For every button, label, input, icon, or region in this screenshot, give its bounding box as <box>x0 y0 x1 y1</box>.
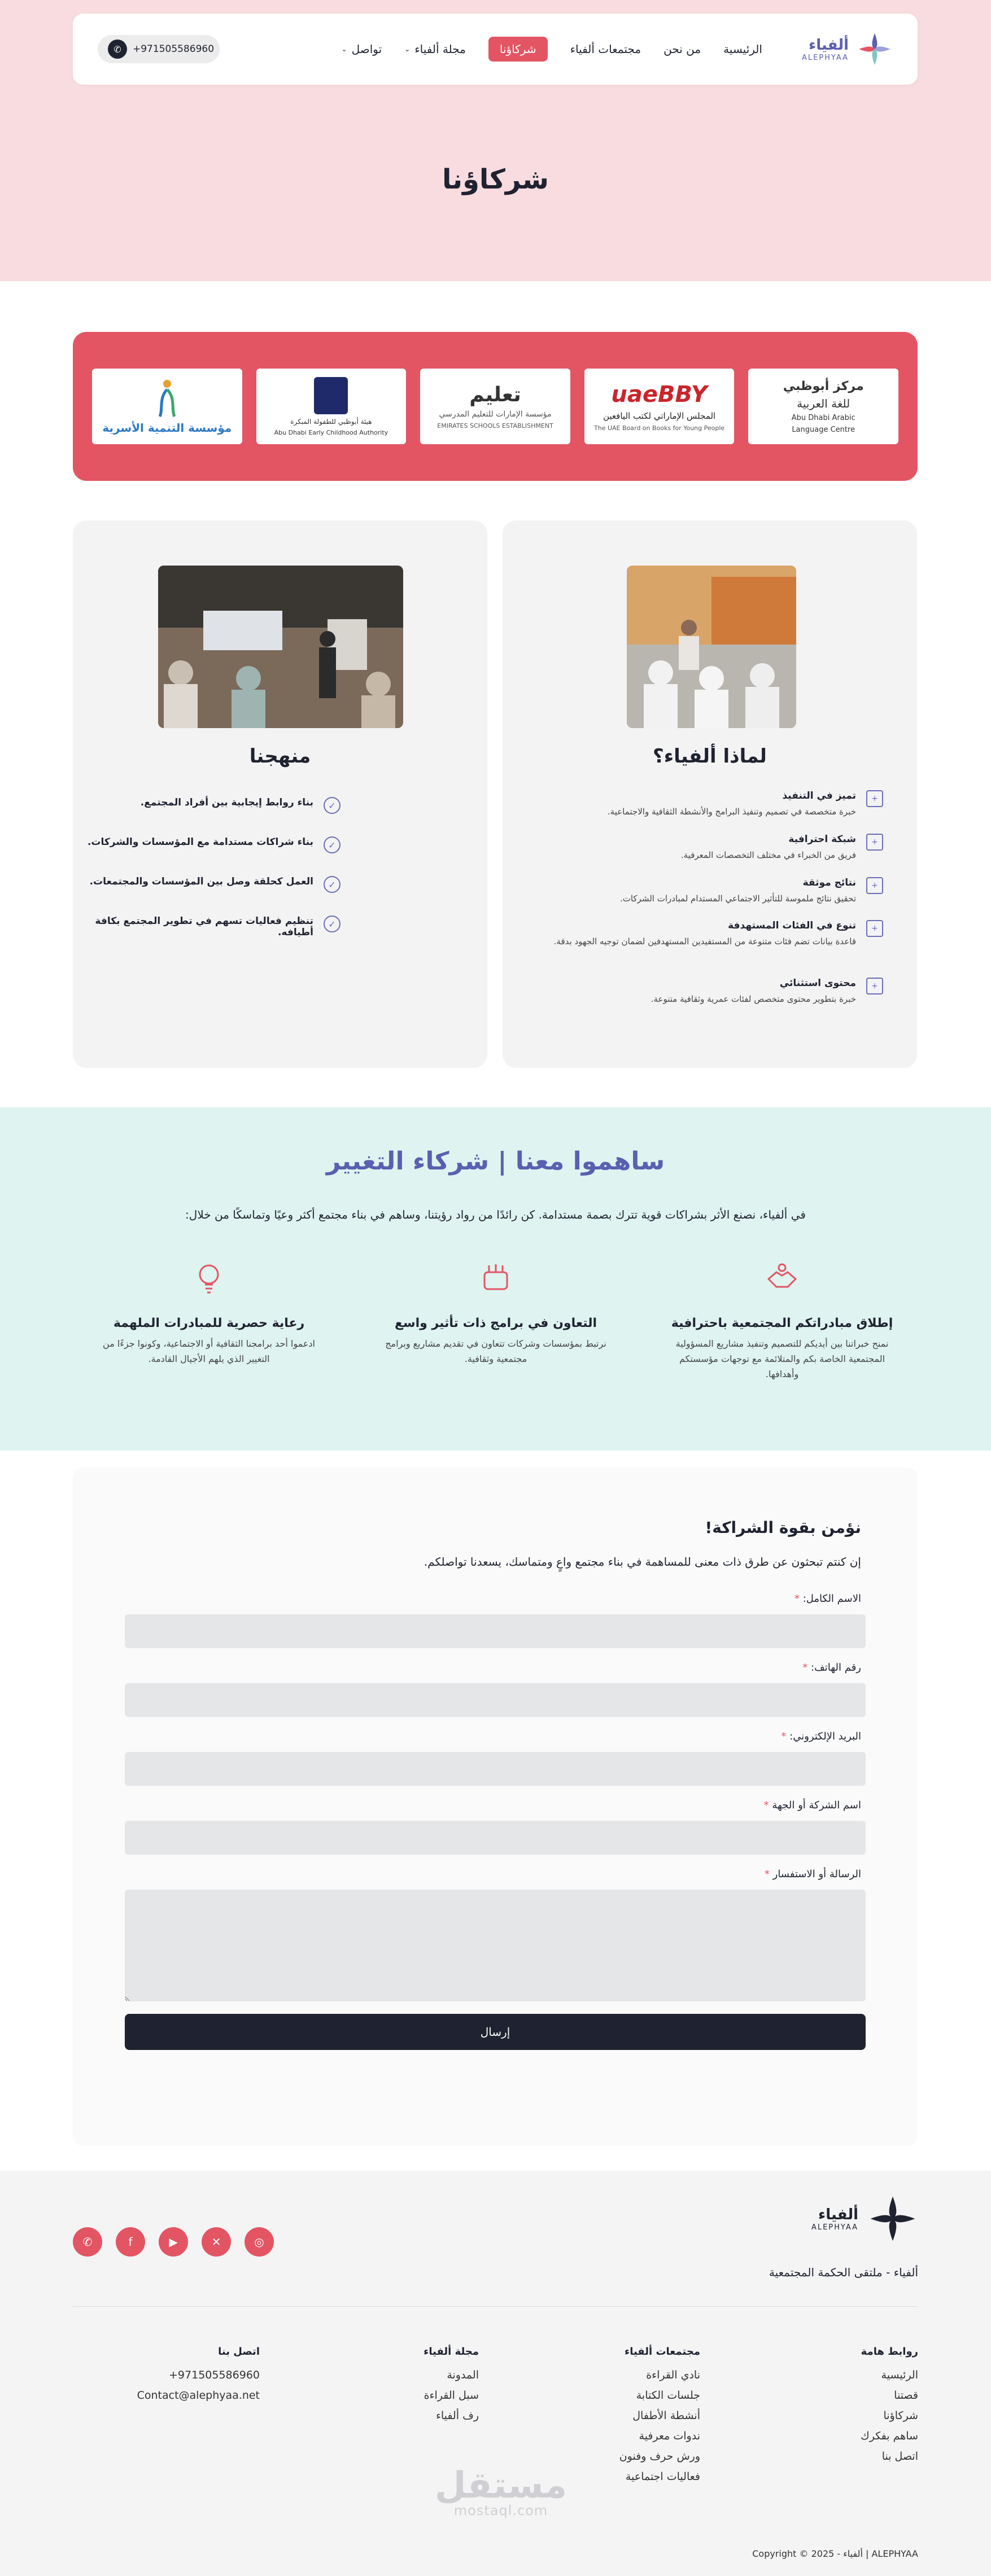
footer-phone-link[interactable]: +971505586960 <box>169 2369 260 2381</box>
check-circle-icon: ✓ <box>324 836 340 853</box>
phone-input[interactable] <box>125 1683 866 1717</box>
required-mark: * <box>802 1662 808 1673</box>
partner-text: هيئة أبوظبي للطفولة المبكرة <box>290 417 372 426</box>
partner-text: المجلس الإماراتي لكتب اليافعين <box>603 410 716 421</box>
watermark-arabic: مستقل <box>435 2465 567 2507</box>
field-label-email <box>781 1731 861 1742</box>
footer-column-title: مجتمعات ألفياء <box>625 2346 700 2358</box>
footer <box>0 2171 991 2576</box>
bookmark-plus-icon: + <box>866 920 883 937</box>
handshake-icon <box>669 1260 895 1305</box>
why-item-title: شبكة احترافية <box>788 834 856 845</box>
field-label-company <box>764 1799 861 1811</box>
nav-label: مجلة ألفياء <box>414 42 466 56</box>
footer-column-links <box>861 2346 918 2463</box>
contribute-feature-title: إطلاق مبادراتكم المجتمعية باحترافية <box>671 1316 893 1330</box>
approach-item <box>90 876 340 893</box>
watermark <box>435 2465 567 2518</box>
bookmark-plus-icon: + <box>866 978 883 995</box>
footer-logo[interactable] <box>811 2193 918 2244</box>
nav-item-partners[interactable] <box>488 37 548 62</box>
social-links <box>73 2227 274 2257</box>
company-input[interactable] <box>125 1821 866 1855</box>
why-item-desc: خبرة متخصصة في تصميم وتنفيذ البرامج والأنشطة الثقافية والاجتماعية. <box>607 807 856 817</box>
contribute-feature-title: رعاية حصرية للمبادرات الملهمة <box>113 1316 305 1330</box>
contribute-feature-desc: نرتبط بمؤسسات وشركات تتعاون في تقديم مشاريع وبرامج مجتمعية وثقافية. <box>385 1338 606 1365</box>
partner-text: Abu Dhabi Arabic <box>791 413 855 422</box>
workshop-photo <box>158 566 403 728</box>
partner-text: مؤسسة التنمية الأسرية <box>102 421 232 435</box>
footer-column-communities <box>619 2346 700 2483</box>
bookmark-plus-icon: + <box>866 877 883 894</box>
partner-text: مركز أبوظبي <box>783 379 864 393</box>
check-circle-icon: ✓ <box>324 876 340 893</box>
why-item-title: محتوى استثنائي <box>779 978 856 989</box>
why-item-title: تنوع في الفئات المستهدفة <box>728 920 856 931</box>
footer-link[interactable]: ندوات معرفية <box>639 2430 700 2442</box>
why-item-desc: تحقيق نتائج ملموسة للتأثير الاجتماعي المستدام لمبادرات الشركات. <box>619 893 856 904</box>
approach-item-text: بناء شراكات مستدامة مع المؤسسات والشركات. <box>87 836 313 848</box>
partner-text: uaeBBY <box>611 381 708 408</box>
chevron-down-icon: ⌄ <box>404 45 411 53</box>
bookmark-plus-icon: + <box>866 834 883 851</box>
nav-label: من نحن <box>663 42 701 56</box>
why-item-desc: خبرة بتطوير محتوى متخصص لفئات عمرية وثقافية متنوعة. <box>651 994 856 1004</box>
why-item <box>544 877 883 905</box>
nav-label: مجتمعات ألفياء <box>570 42 641 56</box>
navbar <box>73 14 918 85</box>
label-text: الاسم الكامل: <box>802 1593 861 1605</box>
nav-label: شركاؤنا <box>499 42 536 56</box>
required-mark: * <box>764 1868 770 1880</box>
why-card <box>503 520 917 1068</box>
footer-tagline: ألفياء - ملتقى الحكمة المجتمعية <box>769 2266 918 2279</box>
logo-english: ALEPHYAA <box>801 53 849 62</box>
why-item <box>544 920 883 948</box>
contribute-intro: في ألفياء، نصنع الأثر بشراكات قوية تترك بصمة مستدامة. كن رائدًا من رواد رؤيتنا، وساهم في بناء مجتمع أكثر وعيًا وتماسكًا من خلال: <box>185 1208 806 1221</box>
contribute-feature-desc: ادعموا أحد برامجنا الثقافية أو الاجتماعية، وكونوا جزءًا من التغيير الذي يلهم الأجيال القادمة. <box>103 1338 315 1365</box>
copyright: ALEPHYAA | ألفياء - Copyright © 2025 <box>752 2548 918 2559</box>
approach-item <box>73 915 340 938</box>
contribute-section <box>0 1107 991 1451</box>
message-textarea[interactable] <box>125 1890 866 2001</box>
nav-label: الرئيسية <box>723 42 762 56</box>
why-item <box>544 790 883 818</box>
label-text: الرسالة أو الاستفسار <box>772 1868 861 1880</box>
family-figure-icon <box>153 378 181 418</box>
footer-link[interactable]: ورش حرف وفنون <box>619 2450 700 2463</box>
contribute-title: ساهموا معنا | شركاء التغيير <box>326 1147 665 1176</box>
contribute-feature <box>383 1260 609 1366</box>
logo-english: ALEPHYAA <box>811 2223 858 2232</box>
logo-icon <box>857 31 893 67</box>
check-circle-icon: ✓ <box>324 915 340 932</box>
footer-link[interactable]: قصتنا <box>894 2389 918 2402</box>
lightbulb-icon <box>96 1260 322 1305</box>
check-circle-icon: ✓ <box>324 797 340 814</box>
footer-link[interactable]: شركاؤنا <box>883 2409 918 2422</box>
nav-label: تواصل <box>351 42 382 56</box>
footer-link[interactable]: فعاليات اجتماعية <box>625 2470 700 2483</box>
logo-icon <box>867 2193 918 2244</box>
instagram-icon[interactable]: ◎ <box>245 2227 274 2257</box>
event-photo <box>627 566 796 728</box>
nav-item-about[interactable] <box>663 42 701 56</box>
approach-card <box>73 520 487 1068</box>
footer-link[interactable]: ساهم بفكرك <box>861 2430 918 2442</box>
site-logo[interactable] <box>802 31 893 67</box>
label-text: رقم الهاتف: <box>811 1662 861 1673</box>
partnership-form <box>73 1467 918 2146</box>
approach-title: منهجنا <box>249 745 311 768</box>
chevron-down-icon: ⌄ <box>341 45 347 53</box>
phone-button[interactable] <box>98 35 220 63</box>
why-item <box>544 978 883 1006</box>
footer-link[interactable]: جلسات الكتابة <box>636 2389 700 2402</box>
required-mark: * <box>794 1593 800 1605</box>
partner-text: The UAE Board on Books for Young People <box>594 424 725 432</box>
contribute-feature <box>96 1260 322 1366</box>
partner-text: Language Centre <box>792 425 855 434</box>
youtube-icon[interactable]: ▶ <box>159 2227 188 2257</box>
approach-item-text: بناء روابط إيجابية بين أفراد المجتمع. <box>140 797 313 808</box>
bookmark-plus-icon: + <box>866 790 883 807</box>
field-label-message <box>765 1868 861 1880</box>
required-mark: * <box>781 1731 787 1742</box>
why-item-title: نتائج موثقة <box>802 877 856 888</box>
page-title: شركاؤنا <box>442 164 549 195</box>
nav-item-contact[interactable] <box>342 42 382 56</box>
whatsapp-icon[interactable]: ✆ <box>73 2227 102 2257</box>
x-icon[interactable]: ✕ <box>202 2227 231 2257</box>
logo-arabic: ألفياء <box>818 2206 858 2223</box>
partners-strip <box>73 332 918 481</box>
partner-text: تعليم <box>469 383 521 406</box>
approach-item-text: تنظيم فعاليات تسهم في تطوير المجتمع بكافة أطيافه. <box>95 915 313 938</box>
why-item-title: تميز في التنفيذ <box>782 790 856 801</box>
partner-logo <box>256 369 407 444</box>
footer-divider <box>73 2306 918 2307</box>
form-title: نؤمن بقوة الشراكة! <box>705 1518 861 1537</box>
contribute-feature <box>669 1260 895 1382</box>
footer-link[interactable]: أنشطة الأطفال <box>632 2409 700 2422</box>
hero-section <box>0 0 991 281</box>
why-item-desc: قاعدة بيانات تضم فئات متنوعة من المستفيدين المستهدفين لضمان توجيه الجهود بدقة. <box>553 936 856 947</box>
label-text: البريد الإلكتروني: <box>789 1731 861 1742</box>
footer-column-title: اتصل بنا <box>218 2346 260 2358</box>
footer-link[interactable]: اتصل بنا <box>881 2450 918 2463</box>
footer-link[interactable]: نادي القراءة <box>646 2369 700 2381</box>
approach-item-text: العمل كحلقة وصل بين المؤسسات والمجتمعات. <box>89 876 313 887</box>
label-text: اسم الشركة أو الجهة <box>772 1799 861 1811</box>
approach-item <box>141 797 340 814</box>
nav-item-magazine[interactable] <box>404 42 466 56</box>
phone-number: +971505586960 <box>133 43 215 55</box>
footer-link[interactable]: المدونة <box>447 2369 479 2381</box>
logo-arabic: ألفياء <box>808 36 849 54</box>
email-input[interactable] <box>125 1752 866 1786</box>
partner-text: Abu Dhabi Early Childhood Authority <box>274 428 388 436</box>
partner-logo <box>584 369 735 444</box>
footer-column-title: روابط هامة <box>861 2346 918 2358</box>
partner-logo <box>92 369 242 444</box>
watermark-english: mostaql.com <box>453 2503 548 2518</box>
partner-text: للغة العربية <box>797 396 850 410</box>
footer-column-contact <box>137 2346 260 2402</box>
why-item <box>544 834 883 862</box>
footer-column-title: مجلة ألفياء <box>424 2346 479 2358</box>
footer-link[interactable]: رف ألفياء <box>435 2409 479 2422</box>
nav-menu <box>220 37 762 62</box>
nav-item-communities[interactable] <box>570 42 641 56</box>
required-mark: * <box>763 1799 769 1811</box>
footer-column-magazine <box>424 2346 479 2422</box>
facebook-icon[interactable]: f <box>116 2227 145 2257</box>
partner-logo <box>748 369 898 444</box>
why-title: لماذا ألفياء؟ <box>653 745 767 768</box>
partner-text: مؤسسة الإمارات للتعليم المدرسي <box>439 410 552 419</box>
contribute-feature-desc: نمنح خبراتنا بين أيديكم للتصميم وتنفيذ مشاريع المسؤولية المجتمعية الخاصة بكم والمتلائمة مع توجهات مؤسستكم وأهدافها. <box>675 1338 889 1380</box>
nav-item-home[interactable] <box>723 42 762 56</box>
footer-link[interactable]: الرئيسية <box>881 2369 918 2381</box>
full-name-input[interactable] <box>125 1614 866 1648</box>
form-subtitle: إن كنتم تبحثون عن طرق ذات معنى للمساهمة في بناء مجتمع واعٍ ومتماسك، يسعدنا تواصلكم. <box>424 1555 861 1569</box>
footer-link[interactable]: سبل القراءة <box>424 2389 479 2402</box>
phone-icon: ✆ <box>108 40 127 59</box>
ecda-mark-icon <box>314 377 348 414</box>
field-label-name <box>794 1593 861 1605</box>
contribute-feature-title: التعاون في برامج ذات تأثير واسع <box>394 1316 597 1330</box>
team-icon <box>383 1260 609 1305</box>
partner-logo <box>420 369 570 444</box>
partner-text: EMIRATES SCHOOLS ESTABLISHMENT <box>437 422 553 430</box>
approach-item <box>88 836 340 853</box>
footer-email-link[interactable]: Contact@alephyaa.net <box>137 2389 260 2402</box>
submit-button[interactable]: إرسال <box>125 2014 866 2050</box>
field-label-phone <box>802 1662 861 1673</box>
why-item-desc: فريق من الخبراء في مختلف التخصصات المعرفية. <box>680 850 856 860</box>
